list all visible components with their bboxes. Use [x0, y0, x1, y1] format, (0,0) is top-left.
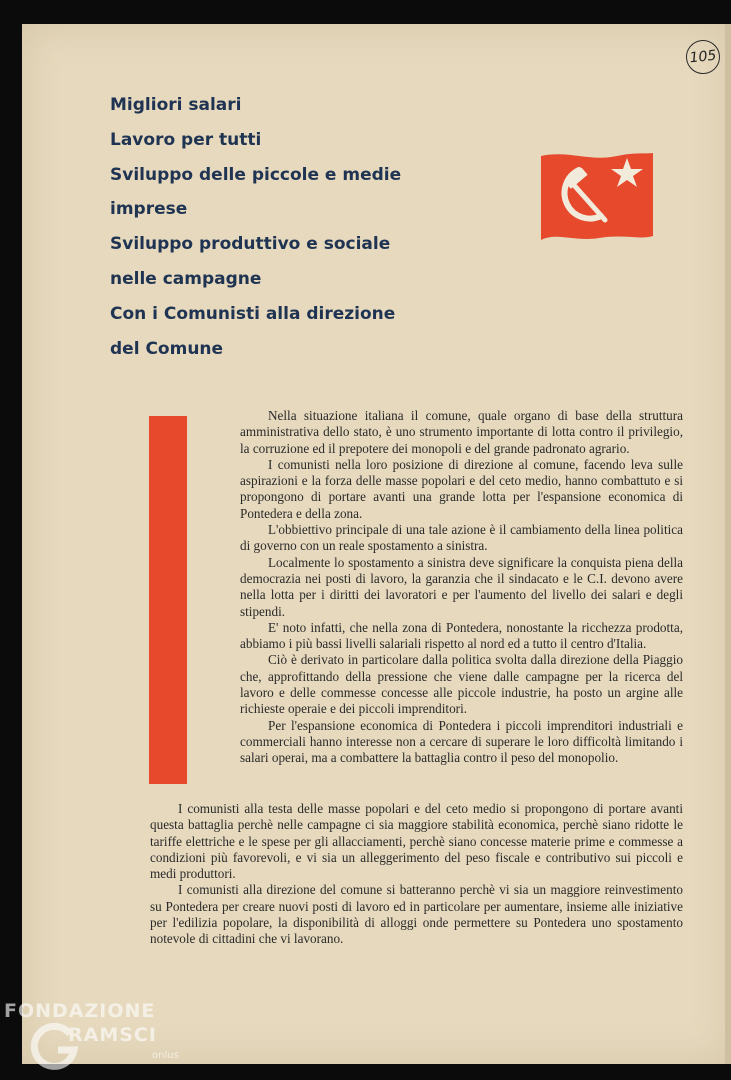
headline-line: Migliori salari [110, 95, 242, 115]
paragraph: Ciò è derivato in particolare dalla politica svolta dalla direzione della Piaggio che, approfittando della pressione che viene dalle campagne per la ricerca del lavoro e delle commesse concesse alle piccole industrie, ha posto un argine alle richieste operaie e dei piccoli imprenditori. [240, 652, 683, 717]
headline-line: Sviluppo produttivo e sociale [110, 234, 391, 255]
paragraph: I comunisti alla direzione del comune si batteranno perchè vi sia un maggiore reinvestimento su Pontedera per creare nuovi posti di lavoro ed in particolare per aumentare, insieme alle iniziative per l'edilizia popolare, la disponibilità di alloggi onde permettere su Pontedera uno spostamento notevole di cittadini che vi lavorano. [150, 882, 683, 947]
body-text-upper [240, 408, 683, 767]
headline-line: Sviluppo delle piccole e medie [110, 164, 402, 185]
body-text-lower [150, 801, 683, 948]
paragraph: Localmente lo spostamento a sinistra deve significare la conquista piena della democrazia nei posti di lavoro, la garanzia che il sindacato e le C.I. devono avere nella lotta per i diritti dei lavoratori e per l'aumento del livello dei salari e degli stipendi. [240, 554, 683, 619]
hammer-sickle-star-flag-icon [539, 150, 655, 242]
headline-line: nelle campagne [110, 268, 262, 289]
headline-line: Lavoro per tutti [110, 129, 262, 150]
paragraph: I comunisti alla testa delle masse popolari e del ceto medio si propongono di portare avanti questa battaglia perchè nelle campagne ci sia maggiore stabilità economica, perchè siano ridotte le tariffe elettriche e le spese per gli allacciamenti, perchè siano concesse materie prime e commesse a condizioni più favorevoli, e vi sia un alleggerimento del peso fiscale e contributivo sui piccoli e medi produttori. [150, 801, 683, 882]
paragraph: I comunisti nella loro posizione di direzione al comune, facendo leva sulle aspirazioni e la forza delle masse popolari e del ceto medio, hanno combattuto e si propongono di portare avanti una grande lotta per l'espansione economica di Pontedera e della zona. [240, 456, 683, 521]
headline-line: imprese [110, 199, 188, 220]
handwritten-page-number: 105 [684, 38, 721, 75]
fondazione-gramsci-watermark [4, 1000, 194, 1076]
headline-line: del Comune [110, 338, 224, 359]
headline-block [110, 88, 440, 366]
watermark-line1: FONDAZIONE [4, 1000, 156, 1022]
paragraph: E' noto infatti, che nella zona di Pontedera, nonostante la ricchezza prodotta, abbiamo i più bassi livelli salariali rispetto al nord ed a tutto il centro d'Italia. [240, 619, 683, 652]
page-edge [725, 24, 731, 1064]
paragraph: L'obbiettivo principale di una tale azione è il cambiamento della linea politica di governo con un reale spostamento a sinistra. [240, 522, 683, 554]
decorative-red-bar [149, 416, 187, 784]
watermark-line2: RAMSCI [68, 1024, 157, 1046]
headline-line: Con i Comunisti alla direzione [110, 303, 396, 324]
paragraph: Per l'espansione economica di Pontedera i piccoli imprenditori industriali e commerciali hanno interesse non a cercare di superare le loro difficoltà limitando i salari operai, ma a combattere la battaglia contro il peso del monopolio. [240, 717, 683, 766]
watermark-line3: onlus [152, 1050, 179, 1061]
paragraph: Nella situazione italiana il comune, quale organo di base della struttura amministrativa dello stato, è uno strumento importante di lotta contro il privilegio, la corruzione ed il prepotere dei monopoli e del grande padronato agrario. [240, 408, 683, 456]
